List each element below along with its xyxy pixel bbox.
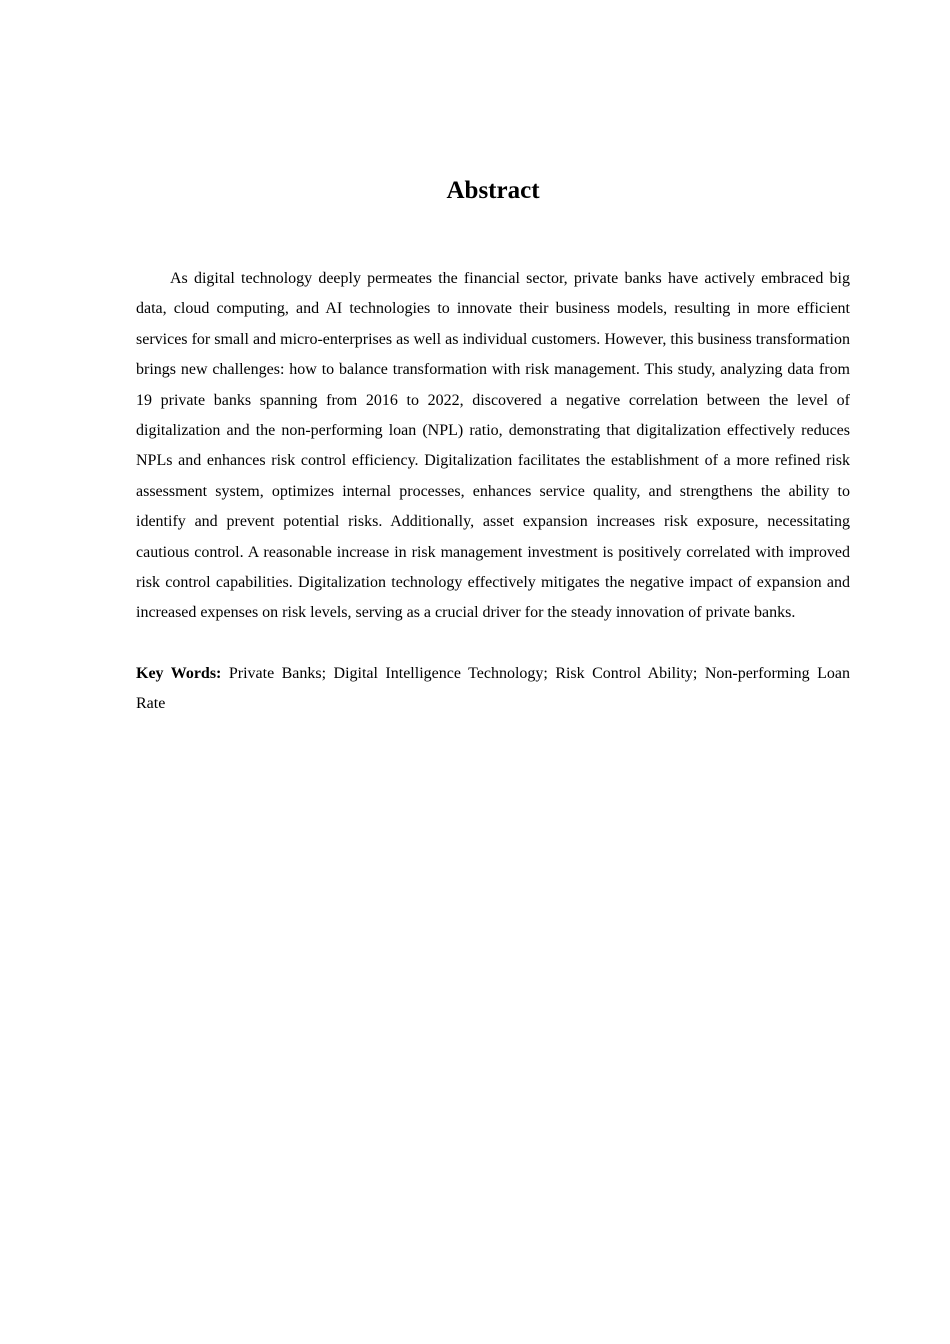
keywords-label: Key Words: [136,665,222,682]
keywords-line [136,659,850,720]
abstract-body: As digital technology deeply permeates the financial sector, private banks have actively embraced big data, cloud computing, and AI technologies to innovate their business models, resulting in more efficient services for small and micro-enterprises as well as individual customers. However, this business transformation brings new challenges: how to balance transformation with risk management. This study, analyzing data from 19 private banks spanning from 2016 to 2022, discovered a negative correlation between the level of digitalization and the non-performing loan (NPL) ratio, demonstrating that digitalization effectively reduces NPLs and enhances risk control efficiency. Digitalization facilitates the establishment of a more refined risk assessment system, optimizes internal processes, enhances service quality, and strengthens the ability to identify and prevent potential risks. Additionally, asset expansion increases risk exposure, necessitating cautious control. A reasonable increase in risk management investment is positively correlated with improved risk control capabilities. Digitalization technology effectively mitigates the negative impact of expansion and increased expenses on risk levels, serving as a crucial driver for the steady innovation of private banks. [136,270,850,622]
abstract-title: Abstract [446,177,540,204]
keywords-text: Private Banks; Digital Intelligence Technology; Risk Control Ability; Non-performing Loan Rate [136,665,851,713]
